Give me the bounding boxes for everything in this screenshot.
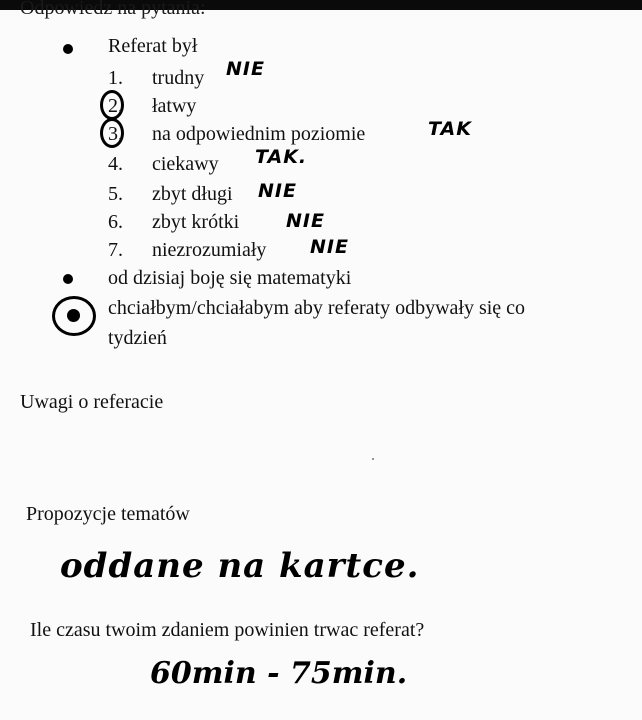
option-label: ciekawy <box>152 153 219 175</box>
option-label: łatwy <box>152 95 197 117</box>
option-number: 5. <box>108 183 123 205</box>
remarks-label: Uwagi o referacie <box>20 391 164 413</box>
topics-label: Propozycje tematów <box>26 503 190 525</box>
section-header: Odpowiedz na pytania: <box>20 0 206 19</box>
handwritten-answer: NIE <box>226 58 265 80</box>
scan-speck <box>372 458 374 460</box>
option-label: zbyt krótki <box>152 211 240 233</box>
bullet-label: od dzisiaj boję się matematyki <box>108 267 352 289</box>
duration-label: Ile czasu twoim zdaniem powinien trwac referat? <box>30 619 425 641</box>
question-label: Referat był <box>108 35 198 57</box>
handwritten-answer: TAK <box>428 118 472 140</box>
option-number: 2. <box>108 95 123 117</box>
bullet-label-continuation: tydzień <box>108 327 167 349</box>
handwritten-answer: NIE <box>310 236 349 258</box>
option-label: na odpowiednim poziomie <box>152 123 366 145</box>
bullet-label: chciałbym/chciałabym aby referaty odbywały się co <box>108 297 526 319</box>
handwritten-duration-answer: 60min - 75min. <box>150 656 408 691</box>
option-label: niezrozumiały <box>152 239 267 261</box>
bullet-dot <box>63 44 73 54</box>
option-number: 4. <box>108 153 123 175</box>
bullet-dot <box>67 309 80 322</box>
option-number: 3. <box>108 123 123 145</box>
option-number: 6. <box>108 211 123 233</box>
bullet-dot <box>63 274 73 284</box>
option-number: 7. <box>108 239 123 261</box>
handwritten-topics-answer: oddane na kartce. <box>60 546 420 586</box>
handwritten-answer: TAK. <box>255 146 308 168</box>
handwritten-answer: NIE <box>258 180 297 202</box>
option-number: 1. <box>108 67 123 89</box>
option-label: zbyt długi <box>152 183 233 205</box>
handwritten-answer: NIE <box>286 210 325 232</box>
option-label: trudny <box>152 67 205 89</box>
